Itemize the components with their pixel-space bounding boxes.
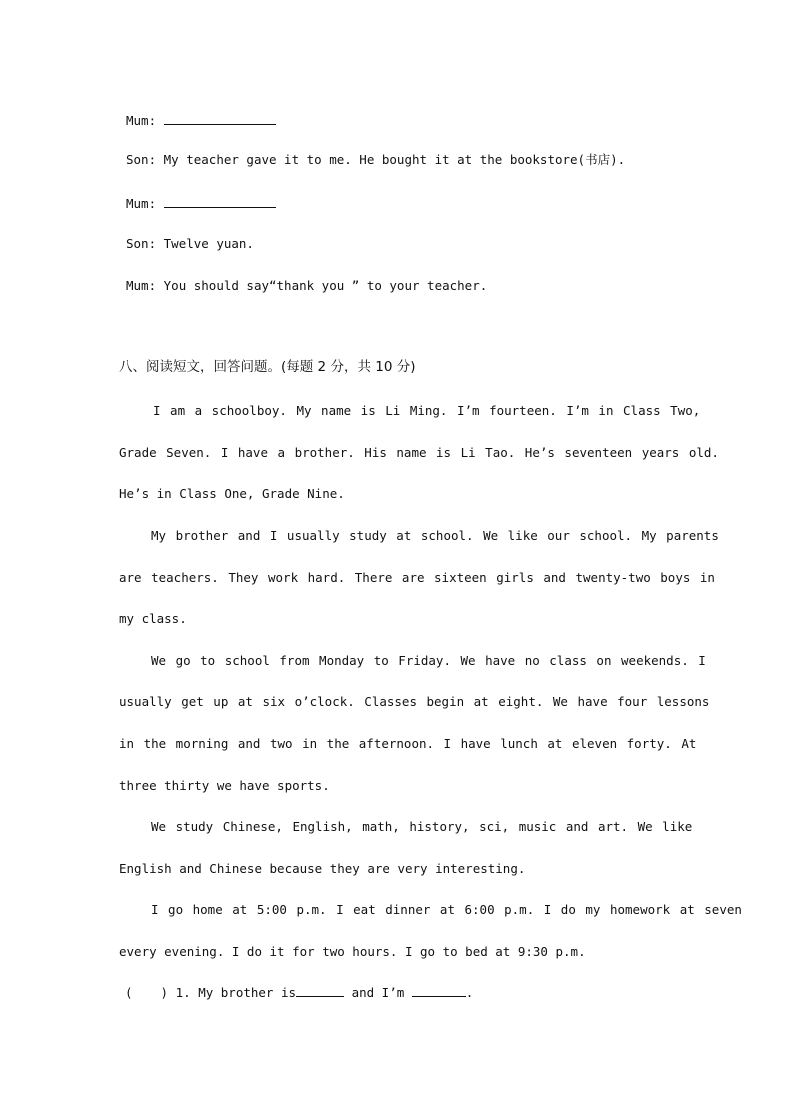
answer-blank[interactable] [296,984,344,997]
speaker-label: Son: [126,152,157,167]
passage-line: Grade Seven. I have a brother. His name is Li Tao. He’s seventeen years old. [119,445,719,460]
answer-paren-close: ) [160,985,169,1000]
dialogue-line-3 [126,195,276,212]
question-number: 1. [175,985,191,1000]
passage-line: He’s in Class One, Grade Nine. [119,486,345,501]
question-text-part1: My brother is [198,985,297,1000]
dialogue-line-5 [126,278,487,294]
passage-line: I am a schoolboy. My name is Li Ming. I’m fourteen. I’m in Class Two, [153,403,701,418]
passage-line: English and Chinese because they are very interesting. [119,861,526,876]
dialogue-line-2 [126,152,625,168]
answer-blank[interactable] [164,195,276,208]
answer-blank[interactable] [412,984,466,997]
passage-line: my class. [119,611,187,626]
passage-line: We study Chinese, English, math, history, sci, music and art. We like [151,819,693,834]
speaker-label: Mum: [126,278,157,293]
dialogue-line-1 [126,112,276,129]
answer-choice-blank[interactable] [133,985,161,997]
passage-line: three thirty we have sports. [119,778,330,793]
answer-blank[interactable] [164,112,276,125]
speaker-label: Mum: [126,196,157,211]
passage-line: I go home at 5:00 p.m. I eat dinner at 6:00 p.m. I do my homework at seven [151,902,742,917]
passage-line: We go to school from Monday to Friday. We have no class on weekends. I [151,653,706,668]
passage-line: My brother and I usually study at school. We like our school. My parents [151,528,719,543]
section-heading: 八、阅读短文，回答问题。(每题 2 分，共 10 分) [119,359,416,375]
passage-line: in the morning and two in the afternoon. I have lunch at eleven forty. At [119,736,697,751]
dialogue-text: You should say“thank you ” to your teacher. [163,278,488,293]
dialogue-text: Twelve yuan. [163,236,254,251]
question-1 [125,984,473,1001]
passage-line: are teachers. They work hard. There are sixteen girls and twenty-two boys in [119,570,715,585]
speaker-label: Mum: [126,113,157,128]
speaker-label: Son: [126,236,157,251]
passage-line: every evening. I do it for two hours. I go to bed at 9:30 p.m. [119,944,586,959]
answer-paren-open: ( [125,985,133,1000]
question-text-part2: and I’m [351,985,405,1000]
dialogue-line-4 [126,236,254,252]
question-end: . [465,985,474,1000]
dialogue-text: My teacher gave it to me. He bought it at the bookstore(书店). [163,152,626,167]
passage-line: usually get up at six o’clock. Classes begin at eight. We have four lessons [119,694,710,709]
